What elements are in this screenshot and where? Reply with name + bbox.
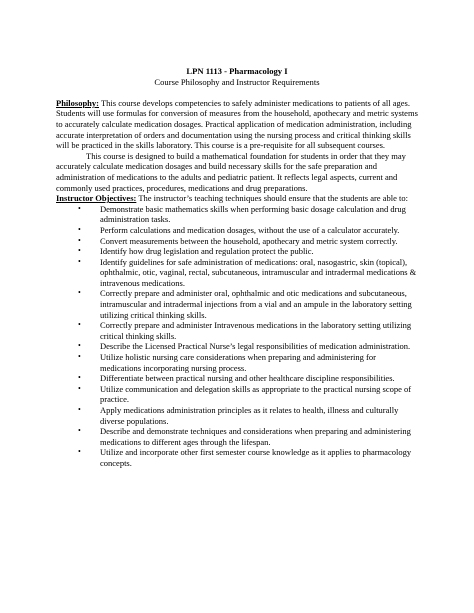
list-item [56, 288, 418, 320]
bullet-icon: • [78, 288, 81, 298]
objectives-paragraph [56, 193, 418, 204]
list-item [56, 447, 418, 468]
list-item [56, 320, 418, 341]
list-item [56, 257, 418, 289]
list-item-text: Identify how drug legislation and regulation protect the public. [100, 246, 314, 257]
list-item-text: Correctly prepare and administer oral, ophthalmic and otic medications and subcutaneous, intramuscular and intradermal injections from a vial and an ampule in the laboratory setting utilizing critical thinking skills. [100, 288, 412, 320]
bullet-icon: • [78, 352, 81, 362]
philosophy-paragraph [56, 98, 418, 151]
bullet-icon: • [78, 256, 81, 266]
bullet-icon: • [78, 341, 81, 351]
list-item-text: Utilize holistic nursing care considerations when preparing and administering for medications incorporating nursing process. [100, 352, 376, 373]
bullet-icon: • [78, 235, 81, 245]
bullet-icon: • [78, 383, 81, 393]
bullet-icon: • [78, 405, 81, 414]
bullet-icon: • [78, 447, 81, 457]
objectives-list [56, 204, 418, 469]
list-item [56, 405, 418, 426]
bullet-icon: • [78, 426, 81, 436]
bullet-icon: • [78, 320, 81, 330]
list-item-text: Differentiate between practical nursing and other healthcare discipline responsibilities. [100, 373, 395, 384]
list-item [56, 373, 418, 384]
document-subtitle: Course Philosophy and Instructor Requirements [154, 76, 320, 87]
list-item [56, 225, 418, 236]
list-item [56, 204, 418, 225]
list-item [56, 246, 418, 257]
list-item [56, 426, 418, 447]
list-item [56, 341, 418, 352]
list-item-text: Describe the Licensed Practical Nurse’s legal responsibilities of medication administration. [100, 341, 411, 352]
list-item [56, 384, 418, 405]
bullet-icon: • [78, 246, 81, 256]
list-item-text: Utilize communication and delegation skills as appropriate to the practical nursing scope of practice. [100, 383, 412, 405]
list-item-text: Utilize and incorporate other first semester course knowledge as it applies to pharmacology concepts. [100, 447, 412, 468]
list-item [56, 236, 418, 247]
objectives-heading: Instructor Objectives: [56, 193, 137, 204]
bullet-icon: • [78, 224, 81, 234]
philosophy-heading: Philosophy: [56, 97, 99, 108]
philosophy-body: This course develops competencies to safely administer medications to patients of all ages. Students will use formulas for conversion of measures from the household, apothecary and metric systems to accurately calculate medication dosages. Practical application of medication administration, including accurate interpretation of orders and documentation using the nursing process and critical thinking skills will be practiced in the skills laboratory. This course is a pre-requisite for all subsequent courses. [56, 97, 418, 151]
list-item-text: Apply medications administration principles as it relates to health, illness and culturally diverse populations. [100, 405, 399, 426]
bullet-icon: • [78, 203, 81, 213]
bullet-icon: • [78, 373, 81, 383]
list-item-text: Perform calculations and medication dosages, without the use of a calculator accurately. [100, 224, 400, 235]
list-item-text: Correctly prepare and administer Intravenous medications in the laboratory setting utilizing critical thinking skills. [100, 320, 412, 341]
list-item-text: Describe and demonstrate techniques and considerations when preparing and administering medications to different ages through the lifespan. [100, 426, 411, 447]
list-item-text: Demonstrate basic mathematics skills when performing basic dosage calculation and drug administration tasks. [100, 203, 406, 225]
document-title: LPN 1113 - Pharmacology I [186, 66, 288, 76]
objectives-intro: The instructor’s teaching techniques should ensure that the students are able to: [136, 193, 408, 204]
list-item-text: Identify guidelines for safe administration of medications: oral, nasogastric, skin (topical), ophthalmic, otic, vaginal, rectal, subcutaneous, intramuscular and intradermal medications & intravenous medications. [100, 256, 417, 288]
list-item-text: Convert measurements between the household, apothecary and metric system correctly. [100, 235, 398, 246]
list-item [56, 352, 418, 373]
philosophy-paragraph-2: This course is designed to build a mathematical foundation for students in order that they may accurately calculate medication dosages and build necessary skills for the safe preparation and administration of medications to the adults and pediatric patient. It reflects legal aspects, current and commonly used practices, procedures, medications and drug preparations. [56, 150, 406, 193]
